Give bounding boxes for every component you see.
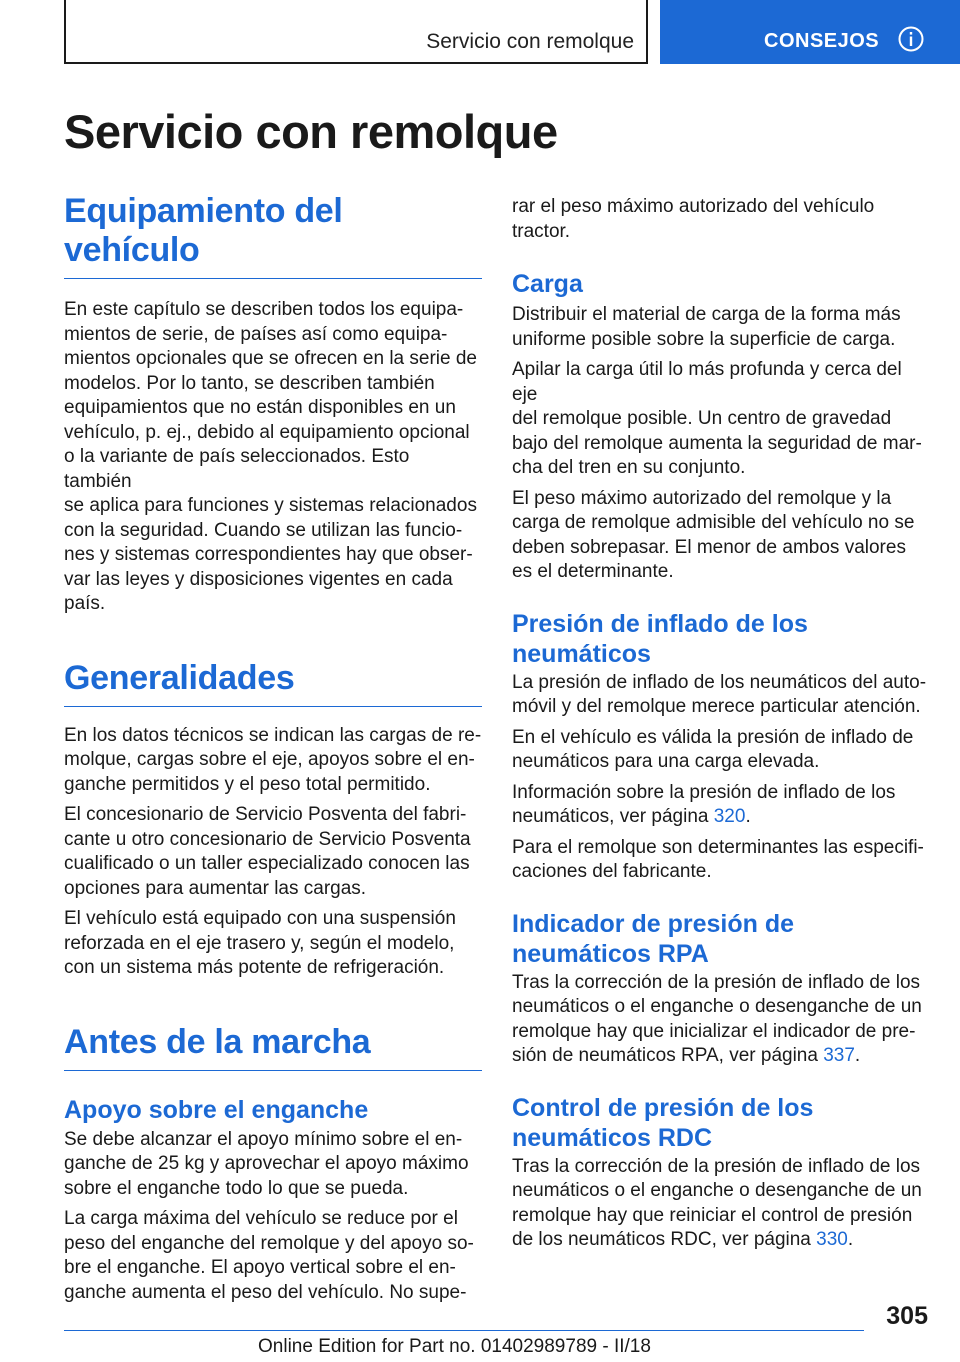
paragraph-carga-1: Distribuir el material de carga de la forma más uniforme posible sobre la superficie de carga. xyxy=(512,304,901,350)
page-link-337[interactable]: 337 xyxy=(823,1045,855,1066)
paragraph-equipamiento: En este capítulo se describen todos los equipa‐ mientos de serie, de países así como equipa‐ mientos opcionales que se ofrecen en la serie de modelos. Por lo tanto, se describen también equipamientos que no están disponibles en un vehículo, p. ej., debido al equipamiento opcional o la variante de país seleccionados. Esto también se aplica para funciones y sistemas relacionados con la seguridad. Cuando se utilizan las funcio‐ nes y sistemas correspondientes hay que obser‐ var las leyes y disposiciones vigentes en cada país. xyxy=(64,299,477,614)
tab-consejos-label: CONSEJOS xyxy=(764,30,880,52)
heading-apoyo-enganche: Apoyo sobre el enganche xyxy=(64,1095,369,1124)
page-link-330[interactable]: 330 xyxy=(816,1229,848,1250)
footer-edition: Online Edition for Part no. 01402989789 - II/18 xyxy=(258,1336,651,1357)
left-column xyxy=(64,192,482,1305)
heading-generalidades: Generalidades xyxy=(64,659,482,707)
page-link-320[interactable]: 320 xyxy=(713,806,746,827)
heading-control-rdc: Control de presión de los neumáticos RDC xyxy=(512,1093,814,1152)
tab-consejos[interactable] xyxy=(660,0,960,64)
paragraph-rdc: Tras la corrección de la presión de inflado de los neumáticos o el enganche o desenganche de un remolque hay que reiniciar el control de presión de los neumáticos RDC, ver página 330. xyxy=(512,1155,922,1250)
page-number: 305 xyxy=(886,1302,928,1330)
heading-equipamiento: Equipamiento del vehículo xyxy=(64,192,482,279)
heading-antes-de-la-marcha: Antes de la marcha xyxy=(64,1023,482,1071)
header-section-title: Servicio con remolque xyxy=(426,30,634,53)
paragraph-carga-3: El peso máximo autorizado del remolque y la carga de remolque admisible del vehículo no se deben sobrepasar. El menor de ambos valores es el determinante. xyxy=(512,487,915,582)
info-icon[interactable] xyxy=(898,26,924,52)
paragraph-generalidades-2: El concesionario de Servicio Posventa del fabri‐ cante u otro concesionario de Servicio Posventa cualificado o un taller especializado conocen las opciones para aumentar las cargas. xyxy=(64,804,471,899)
paragraph-continuation: rar el peso máximo autorizado del vehículo tractor. xyxy=(512,196,875,242)
paragraph-apoyo-1: Se debe alcanzar el apoyo mínimo sobre el en‐ ganche de 25 kg y aprovechar el apoyo máximo sobre el enganche todo lo que se pueda. xyxy=(64,1128,469,1199)
paragraph-presion-1: La presión de inflado de los neumáticos del auto‐ móvil y del remolque merece particular atención. xyxy=(512,671,927,717)
heading-indicador-rpa: Indicador de presión de neumáticos RPA xyxy=(512,909,794,968)
paragraph-rpa: Tras la corrección de la presión de inflado de los neumáticos o el enganche o desenganche de un remolque hay que inicializar el indicador de pre‐ sión de neumáticos RPA, ver página 337. xyxy=(512,971,922,1066)
paragraph-generalidades-1: En los datos técnicos se indican las cargas de re‐ molque, cargas sobre el eje, apoyos sobre el en‐ ganche permitidos y el peso total permitido. xyxy=(64,724,482,795)
paragraph-presion-2: En el vehículo es válida la presión de inflado de neumáticos para una carga elevada. xyxy=(512,726,914,772)
footer-divider xyxy=(64,1330,864,1331)
paragraph-generalidades-3: El vehículo está equipado con una suspensión reforzada en el eje trasero y, según el modelo, con un sistema más potente de refrigeración. xyxy=(64,908,456,978)
right-column xyxy=(512,195,932,1253)
header-section-box xyxy=(64,0,648,64)
heading-carga: Carga xyxy=(512,270,583,298)
paragraph-presion-4: Para el remolque son determinantes las especifi‐ caciones del fabricante. xyxy=(512,836,924,882)
heading-presion-inflado: Presión de inflado de los neumáticos xyxy=(512,609,808,668)
page-title: Servicio con remolque xyxy=(64,105,558,158)
paragraph-presion-3: Información sobre la presión de inflado de los neumáticos, ver página 320. xyxy=(512,781,896,827)
paragraph-apoyo-2: La carga máxima del vehículo se reduce por el peso del enganche del remolque y del apoyo so‐ bre el enganche. El apoyo vertical sobre el en‐ ganche aumenta el peso del vehículo. No supe‐ xyxy=(64,1208,474,1303)
paragraph-carga-2: Apilar la carga útil lo más profunda y cerca del eje del remolque posible. Un centro de gravedad bajo del remolque aumenta la seguridad de mar‐ cha del tren en su conjunto. xyxy=(512,359,922,478)
